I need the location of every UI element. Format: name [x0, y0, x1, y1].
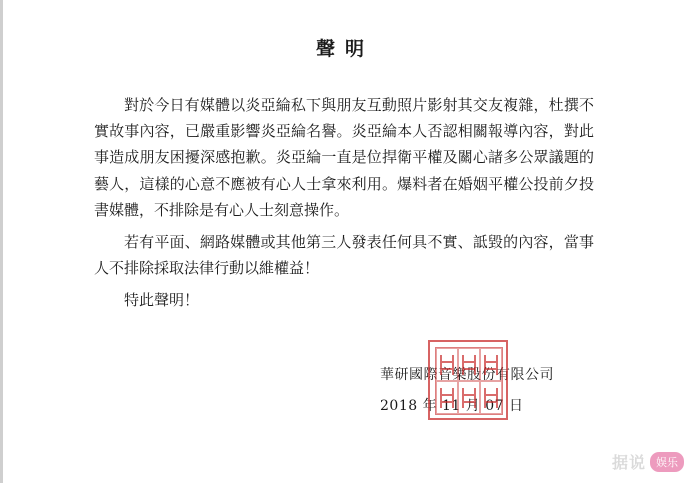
document-body	[94, 92, 594, 320]
seal-cell	[480, 348, 502, 381]
paragraph-main: 對於今日有媒體以炎亞綸私下與朋友互動照片影射其交友複雜，杜撰不實故事內容，已嚴重影響炎亞綸名譽。炎亞綸本人否認相關報導內容，對此事造成朋友困擾深感抱歉。炎亞綸一直是位捍衛平權及關心諸多公眾議題的藝人，這樣的心意不應被有心人士拿來利用。爆料者在婚姻平權公投前夕投書媒體，不排除是有心人士刻意操作。	[94, 96, 594, 219]
seal-cell	[436, 348, 458, 381]
watermark-text: 据说	[611, 453, 646, 472]
document-title: 聲明	[315, 38, 374, 60]
seal-glyph	[462, 355, 476, 375]
seal-cell	[458, 348, 480, 381]
seal-cell	[458, 381, 480, 414]
seal-glyph	[440, 388, 454, 408]
watermark-badge: 娱乐	[650, 452, 684, 472]
company-name: 華研國際音樂股份有限公司	[380, 367, 554, 383]
seal-glyph	[462, 388, 476, 408]
paragraph-closing: 特此聲明！	[124, 291, 200, 310]
watermark	[612, 450, 684, 473]
seal-glyph	[484, 355, 498, 375]
seal-glyph	[440, 355, 454, 375]
paragraph-legal: 若有平面、網路媒體或其他第三人發表任何具不實、詆毀的內容，當事人不排除採取法律行動以維權益！	[94, 233, 594, 278]
seal-cell	[436, 381, 458, 414]
company-seal-stamp	[428, 340, 508, 420]
seal-cell	[480, 381, 502, 414]
document-date: 2018 年 11 月 07 日	[380, 398, 524, 414]
seal-glyph	[484, 388, 498, 408]
seal-grid	[435, 347, 503, 415]
scan-edge	[0, 0, 3, 483]
